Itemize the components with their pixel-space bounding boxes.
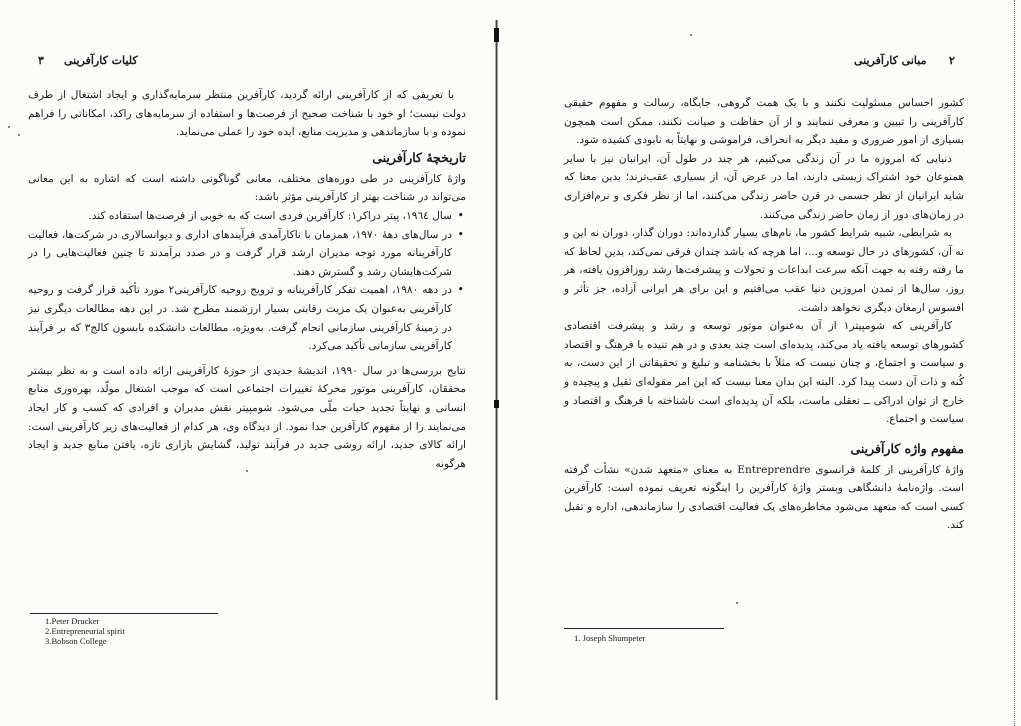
right-page-number: ۲: [949, 54, 955, 67]
footnote: 1. Joseph Shumpeter: [574, 633, 646, 643]
footnote-rule: [30, 613, 218, 614]
left-body: [28, 86, 466, 473]
scan-speck: [690, 34, 692, 36]
intro-paragraph: با تعریفی که از کارآفرینی ارائه گردید، کارآفرین منتظر سرمایه‌گذاری و ایجاد اشتغال از طرف دولت نیست؛ او خود با شناخت صحیح از فرصت‌ها و استفاده از سرمایه‌های راکد، امکاناتی را فراهم نموده و با سازماندهی و مدیریت منابع، ایده خود را عملی می‌نماید.: [28, 89, 466, 139]
footnote: 1.Peter Drucker: [45, 616, 100, 626]
scan-speck: [246, 470, 248, 472]
paragraph: به شرایطی، شبیه شرایط کشور ما، نام‌های بسیار گذارده‌اند: دوران گذار، دوران نه این و نه آن، کشورهای در حال توسعه و...، اما هرچه که باشد چندان فرقی نمی‌کند، بدین لحاظ که ما رفته رفته به جهت آنکه سرعت ابداعات و تحولات و پیشرفت‌ها رشد روزافزون یافته، هر روز، سال‌ها از تمدن امروزین دنیا عقب می‌افتیم و این برای هر ایرانی آزاده، جز تأثر و افسوس ارمغان دیگری نخواهد داشت.: [564, 227, 964, 314]
right-body: [564, 94, 964, 535]
paragraph: کارآفرینی که شومپیتر۱ از آن به‌عنوان موتور توسعه و رشد و پیشرفت اقتصادی کشورهای توسعه یافته یاد می‌کند، پدیده‌ای است چند بعدی و در هم تنیده با فرهنگ و اقتصاد و سیاست و اجتماع، و چنان نیست که مثلاً با بخشنامه و تبلیغ و تحقیقاتی از این دست، به کُنه و ذات آن دست پیدا کرد. البته این بدان معنا نیست که این امر مقوله‌ای ثقیل و پیچیده و خارج از توان ادراکی ــ تعقلی ماست، بلکه آن پدیده‌ای است ناشناخته با فرهنگ و اقتصاد و سیاست و اجتماع.: [564, 320, 964, 426]
footnote-rule: [564, 628, 724, 629]
gutter-mark: [494, 400, 499, 408]
paragraph: کشور احساس مسئولیت نکنند و با یک همت گروهی، جایگاه، رسالت و مفهوم حقیقی کارآفرینی را تبیین و معرفی ننمایند و از آن حفاظت و صیانت نکنند، ممکن است همچون بسیاری از امور ضروری و مفید دیگر به انحراف، فراموشی و نهایتاً به نابودی کشیده شود.: [564, 97, 964, 147]
bullet-item: • در دهه ۱۹۸۰، اهمیت تفکر کارآفرینانه و ترویج روحیه کارآفرینی۲ مورد تأکید قرار گرفت و روحیه کارآفرینی به‌عنوان یک مزیت رقابتی بسیار ارزشمند مطرح شد. در این دهه مطالعات دیگری نیز در زمینهٔ کارآفرینی سازمانی انجام گرفت. به‌ویژه، مطالعات دانشکده بابسون کالج۳ که بر فرآیند کارآفرینی سازمانی تأکید می‌کرد.: [28, 281, 452, 355]
paragraph: واژهٔ کارآفرینی از کلمهٔ فرانسوی Entreprendre به معنای «متعهد شدن» نشأت گرفته است. واژه‌نامهٔ دانشگاهی وبستر واژهٔ کارآفرین را اینگونه تعریف نموده است: کارآفرین کسی است که متعهد می‌شود مخاطره‌های یک فعالیت اقتصادی را سازماندهی، اداره و تقبل کند.: [564, 463, 964, 532]
bullet-item: • سال ۱۹٦٤، پیتر دراکر۱: کارآفرین فردی است که به خوبی از فرصت‌ها استفاده کند.: [28, 207, 452, 226]
history-intro: واژهٔ کارآفرینی در طی دوره‌های مختلف، معانی گوناگونی داشته است که اشاره به این معانی می‌تواند در شناخت بهتر از کارآفرینی مؤثر باشد:: [28, 172, 466, 204]
footnote: 2.Entrepreneurial spirit: [45, 626, 125, 636]
bullet-item: • در سال‌های دههٔ ۱۹۷۰، همزمان با ناکارآمدی فرآیندهای اداری و دیوانسالاری در شرکت‌ها، فعالیت کارآفرینانه مورد توجه مدیران ارشد قرار گرفت و در صدد برآمدند تا چنین فعالیت‌هایی را در شرکت‌هایشان رشد و گسترش دهند.: [28, 226, 452, 282]
right-page: [502, 0, 1021, 726]
paragraph: دنیایی که امروزه ما در آن زندگی می‌کنیم، هر چند در طول آن، ایرانیان نیز با سایر همنوعان خود اشتراک زیستی دارند، اما در عرض آن، از بسیاری عقب‌ترند؛ بدین معنا که شاید ایرانیان از نظر جسمی در قرن حاضر زندگی می‌کنند، اما از نظر فکری و نرم‌افزاری در زمان‌های دور از زمان حاضر زندگی می‌کنند.: [564, 152, 964, 221]
scan-speck: [18, 134, 20, 136]
left-page: [0, 0, 500, 726]
section-heading-concept: مفهوم واژه کارآفرینی: [850, 440, 964, 456]
left-page-number: ۳: [38, 54, 44, 67]
scan-speck: [8, 126, 10, 128]
section-heading-history: تاریخچهٔ کارآفرینی: [372, 149, 466, 165]
history-bullet-list: [28, 207, 466, 356]
closing-paragraph: نتایج بررسی‌ها در سال ۱۹۹۰، اندیشهٔ جدیدی از حوزهٔ کارآفرینی ارائه داده است و به نظر بیشتر محققان، کارآفرینی موتور محرکهٔ تغییرات اجتماعی است که موجب اشتغال مولّد، بهره‌وری منابع انسانی و نهایتاً تجدید حیات ملّی می‌شود. شومپیتر نقش مدیران و افرادی که کسب و کار ایجاد می‌نمایند را از مفهوم کارآفرین جدا نمود. از دیدگاه وی، هر کدام از فعالیت‌های زیر کارآفرینی است: ارائه کالای جدید، ارائه روشی جدید در فرآیند تولید، گشایش بازاری تازه، یافتن منابع جدید و ایجاد هرگونه: [28, 364, 466, 470]
scan-speck: [736, 602, 738, 604]
page-edge: [1013, 0, 1015, 726]
right-footnotes: [574, 633, 645, 643]
footnote: 3.Bobson College: [45, 636, 107, 646]
book-gutter: [495, 20, 498, 700]
right-running-head: مبانی کارآفرینی: [854, 54, 927, 67]
gutter-mark: [494, 28, 499, 42]
left-footnotes: [45, 616, 125, 646]
left-running-head: کلیات کارآفرینی: [64, 54, 138, 67]
